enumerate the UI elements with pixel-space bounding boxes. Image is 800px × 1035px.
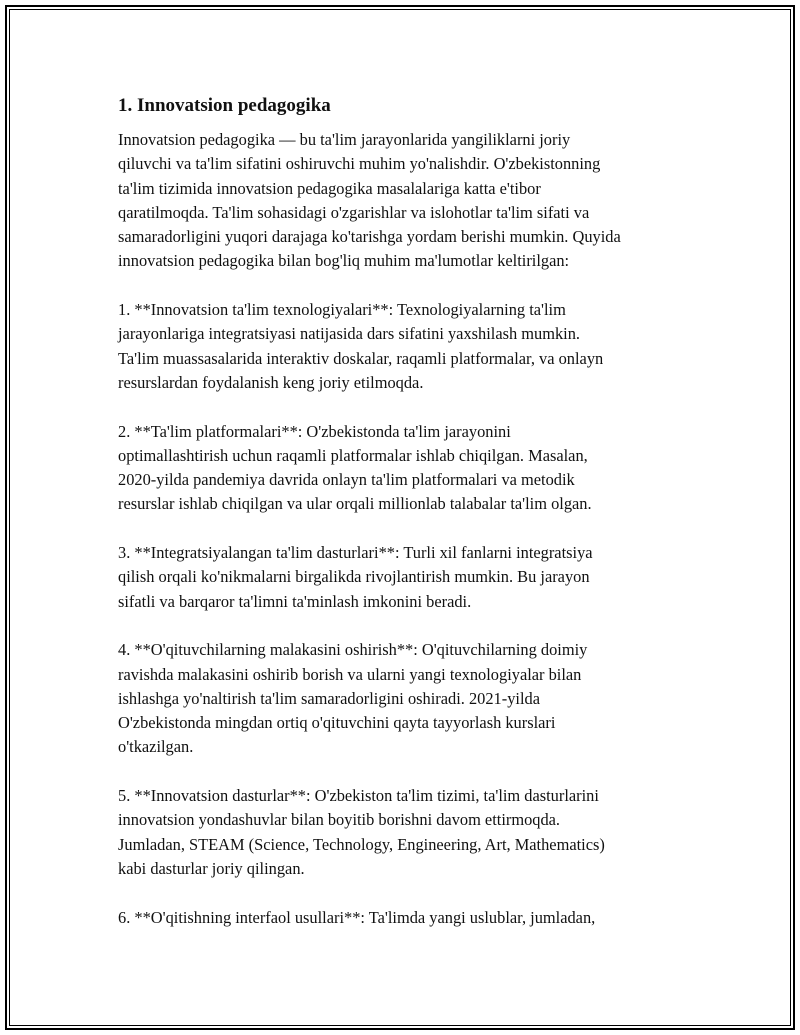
list-item-paragraph [118, 906, 698, 930]
text-line: jarayonlariga integratsiyasi natijasida dars sifatini yaxshilash mumkin. [118, 324, 581, 344]
text-line: resurslar ishlab chiqilgan va ular orqali millionlab talabalar ta'lim olgan. [118, 494, 592, 514]
text-line: resurslardan foydalanish keng joriy etilmoqda. [118, 372, 424, 392]
text-line: 4. **O'qituvchilarning malakasini oshirish**: O'qituvchilarning doimiy [118, 640, 588, 660]
text-line: optimallashtirish uchun raqamli platformalar ishlab chiqilgan. Masalan, [118, 445, 588, 465]
text-line: qiluvchi va ta'lim sifatini oshiruvchi muhim yo'nalishdir. O'zbekistonning [118, 154, 601, 174]
text-line: Jumladan, STEAM (Science, Technology, Engineering, Art, Mathematics) [118, 834, 605, 854]
list-item-paragraph [118, 784, 698, 881]
text-line: ravishda malakasini oshirib borish va ularni yangi texnologiyalar bilan [118, 664, 582, 684]
text-line: O'zbekistonda mingdan ortiq o'qituvchini qayta tayyorlash kurslari [118, 713, 556, 733]
document-body [118, 92, 698, 954]
text-line: 6. **O'qitishning interfaol usullari**: Ta'limda yangi uslublar, jumladan, [118, 907, 596, 927]
section-heading: 1. Innovatsion pedagogika [118, 95, 331, 116]
text-line: kabi dasturlar joriy qilingan. [118, 858, 305, 878]
list-item-paragraph [118, 638, 698, 759]
list-item-paragraph [118, 298, 698, 395]
text-line: 2020-yilda pandemiya davrida onlayn ta'lim platformalari va metodik [118, 470, 575, 490]
text-line: o'tkazilgan. [118, 737, 194, 757]
text-line: qilish orqali ko'nikmalarni birgalikda rivojlantirish mumkin. Bu jarayon [118, 567, 590, 587]
text-line: 1. **Innovatsion ta'lim texnologiyalari**: Texnologiyalarning ta'lim [118, 300, 566, 320]
list-item-paragraph [118, 541, 698, 614]
text-line: ta'lim tizimida innovatsion pedagogika masalalariga katta e'tibor [118, 178, 541, 198]
list-item-paragraph [118, 420, 698, 517]
text-line: innovatsion yondashuvlar bilan boyitib borishni davom ettirmoqda. [118, 810, 561, 830]
text-line: qaratilmoqda. Ta'lim sohasidagi o'zgarishlar va islohotlar ta'lim sifati va [118, 202, 590, 222]
text-line: ishlashga yo'naltirish ta'lim samaradorligini oshiradi. 2021-yilda [118, 688, 540, 708]
text-line: samaradorligini yuqori darajaga ko'tarishga yordam berishi mumkin. Quyida [118, 227, 621, 247]
text-line: innovatsion pedagogika bilan bog'liq muhim ma'lumotlar keltirilgan: [118, 251, 570, 271]
text-line: Innovatsion pedagogika — bu ta'lim jarayonlarida yangiliklarni joriy [118, 130, 571, 149]
text-line: 3. **Integratsiyalangan ta'lim dasturlari**: Turli xil fanlarni integratsiya [118, 543, 593, 563]
paragraph-list [118, 128, 698, 930]
intro-paragraph [118, 128, 698, 274]
text-line: 5. **Innovatsion dasturlar**: O'zbekiston ta'lim tizimi, ta'lim dasturlarini [118, 786, 599, 806]
text-line: sifatli va barqaror ta'limni ta'minlash imkonini beradi. [118, 591, 472, 611]
text-line: 2. **Ta'lim platformalari**: O'zbekistonda ta'lim jarayonini [118, 421, 511, 441]
text-line: Ta'lim muassasalarida interaktiv doskalar, raqamli platformalar, va onlayn [118, 348, 604, 368]
